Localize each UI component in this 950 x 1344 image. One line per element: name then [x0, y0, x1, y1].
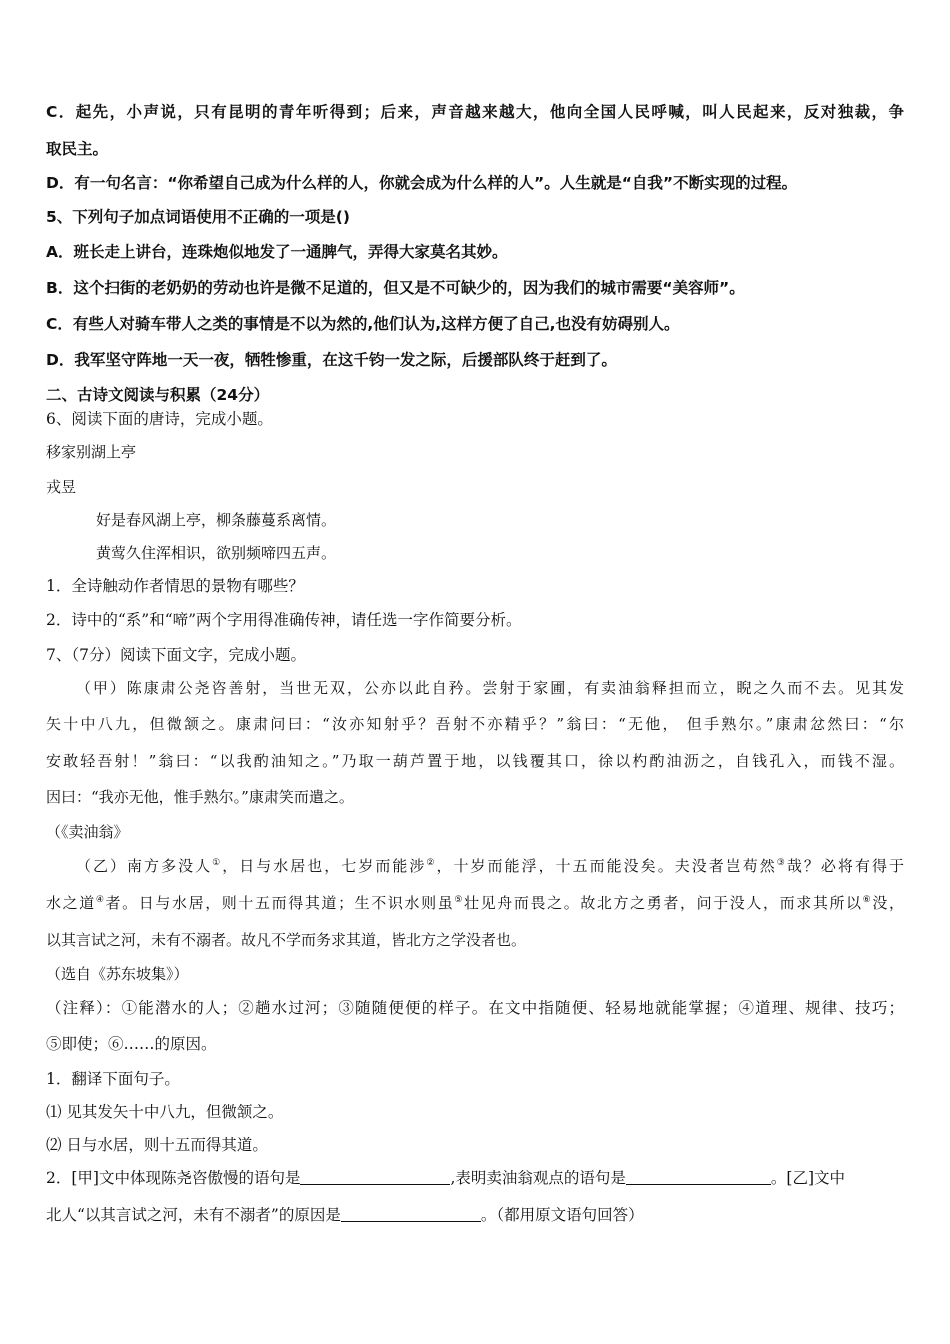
passage-yi-line1: （乙）南方多没人①，日与水居也，七岁而能涉②，十岁而能浮，十五而能没矣。夫没者岂苟然③哉？必将有得于: [76, 857, 904, 875]
footnote-mark-6: ⑥: [862, 895, 873, 905]
footnote-mark-3: ③: [776, 858, 787, 868]
q6-stem: 6、阅读下面的唐诗，完成小题。: [46, 410, 273, 428]
notes-line2: ⑤即使；⑥……的原因。: [46, 1035, 217, 1053]
answer-blank-2[interactable]: [626, 1168, 771, 1185]
q5-option-a: A．班长走上讲台，连珠炮似地发了一通脾气，弄得大家莫名其妙。: [46, 243, 508, 261]
q7-stem: 7、（7分）阅读下面文字，完成小题。: [46, 646, 306, 664]
q5-option-c: C．有些人对骑车带人之类的事情是不以为然的,他们认为,这样方便了自己,也没有妨碍别人。: [46, 315, 680, 333]
passage-jia-line3: 安敢轻吾射！”翁曰：“以我酌油知之。”乃取一葫芦置于地，以钱覆其口，徐以杓酌油沥之，自钱孔入，而钱不湿。: [46, 752, 904, 770]
answer-blank-1[interactable]: [300, 1168, 450, 1185]
passage-yi-line3: 以其言试之河，未有不溺者。故凡不学而务求其道，皆北方之学没者也。: [46, 931, 527, 949]
q5-option-b: B．这个扫街的老奶奶的劳动也许是微不足道的，但又是不可缺少的，因为我们的城市需要“美容师”。: [46, 279, 745, 297]
q6-sub1: 1．全诗触动作者情思的景物有哪些？: [46, 577, 304, 595]
q4-option-c-line2: 取民主。: [46, 140, 109, 158]
poem-title: 移家别湖上亭: [46, 443, 137, 461]
answer-blank-3[interactable]: [341, 1205, 481, 1222]
footnote-mark-5: ⑤: [454, 895, 465, 905]
q4-option-c-line1: C．起先，小声说，只有昆明的青年听得到；后来，声音越来越大，他向全国人民呼喊，叫人民起来，反对独裁，争: [46, 103, 904, 121]
q5-stem: 5、下列句子加点词语使用不正确的一项是(): [46, 208, 350, 226]
poem-line-2: 黄莺久住浑相识，欲别频啼四五声。: [96, 544, 337, 562]
poem-author: 戎昱: [46, 478, 77, 496]
section2-title: 二、古诗文阅读与积累（24分）: [46, 386, 270, 404]
q7-sub1: 1．翻译下面句子。: [46, 1070, 180, 1088]
passage-jia-source: （《卖油翁》: [46, 823, 129, 841]
q7-sub2-line1: 2．[甲]文中体现陈尧咨傲慢的语句是 ,表明卖油翁观点的语句是 。[乙]文中: [46, 1169, 846, 1187]
passage-yi-source: （选自《苏东坡集》）: [46, 965, 189, 983]
q7-sub1-item1: ⑴ 见其发矢十中八九，但微颔之。: [46, 1103, 284, 1121]
q7-sub1-item2: ⑵ 日与水居，则十五而得其道。: [46, 1136, 268, 1154]
passage-yi-line2: 水之道④者。日与水居，则十五而得其道；生不识水则虽⑤壮见舟而畏之。故北方之勇者，问于没人，而求其所以⑥没，: [46, 894, 904, 912]
passage-jia-line2: 矢十中八九，但微颔之。康肃问曰：“汝亦知射乎？吾射不亦精乎？”翁曰：“无他， 但手熟尔。”康肃忿然曰：“尔: [46, 715, 904, 733]
passage-jia-line4: 因曰：“我亦无他，惟手熟尔。”康肃笑而遣之。: [46, 788, 354, 806]
passage-jia-line1: （甲）陈康肃公尧咨善射，当世无双，公亦以此自矜。尝射于家圃，有卖油翁释担而立，睨之久而不去。见其发: [76, 679, 904, 697]
notes-line1: （注释）：①能潜水的人；②趟水过河；③随随便便的样子。在文中指随便、轻易地就能掌握；④道理、规律、技巧；: [46, 999, 904, 1017]
q4-option-d: D．有一句名言：“你希望自己成为什么样的人，你就会成为什么样的人”。人生就是“自我”不断实现的过程。: [46, 174, 798, 192]
q7-sub2-line2: 北人“以其言试之河，未有不溺者”的原因是 。（都用原文语句回答）: [46, 1206, 644, 1224]
footnote-mark-2: ②: [426, 858, 437, 868]
footnote-mark-4: ④: [95, 895, 106, 905]
q6-sub2: 2．诗中的“系”和“啼”两个字用得准确传神，请任选一字作简要分析。: [46, 611, 522, 629]
q5-option-d: D．我军坚守阵地一天一夜，牺牲惨重，在这千钧一发之际，后援部队终于赶到了。: [46, 351, 617, 369]
footnote-mark-1: ①: [212, 858, 223, 868]
poem-line-1: 好是春风湖上亭，柳条藤蔓系离情。: [96, 511, 337, 529]
